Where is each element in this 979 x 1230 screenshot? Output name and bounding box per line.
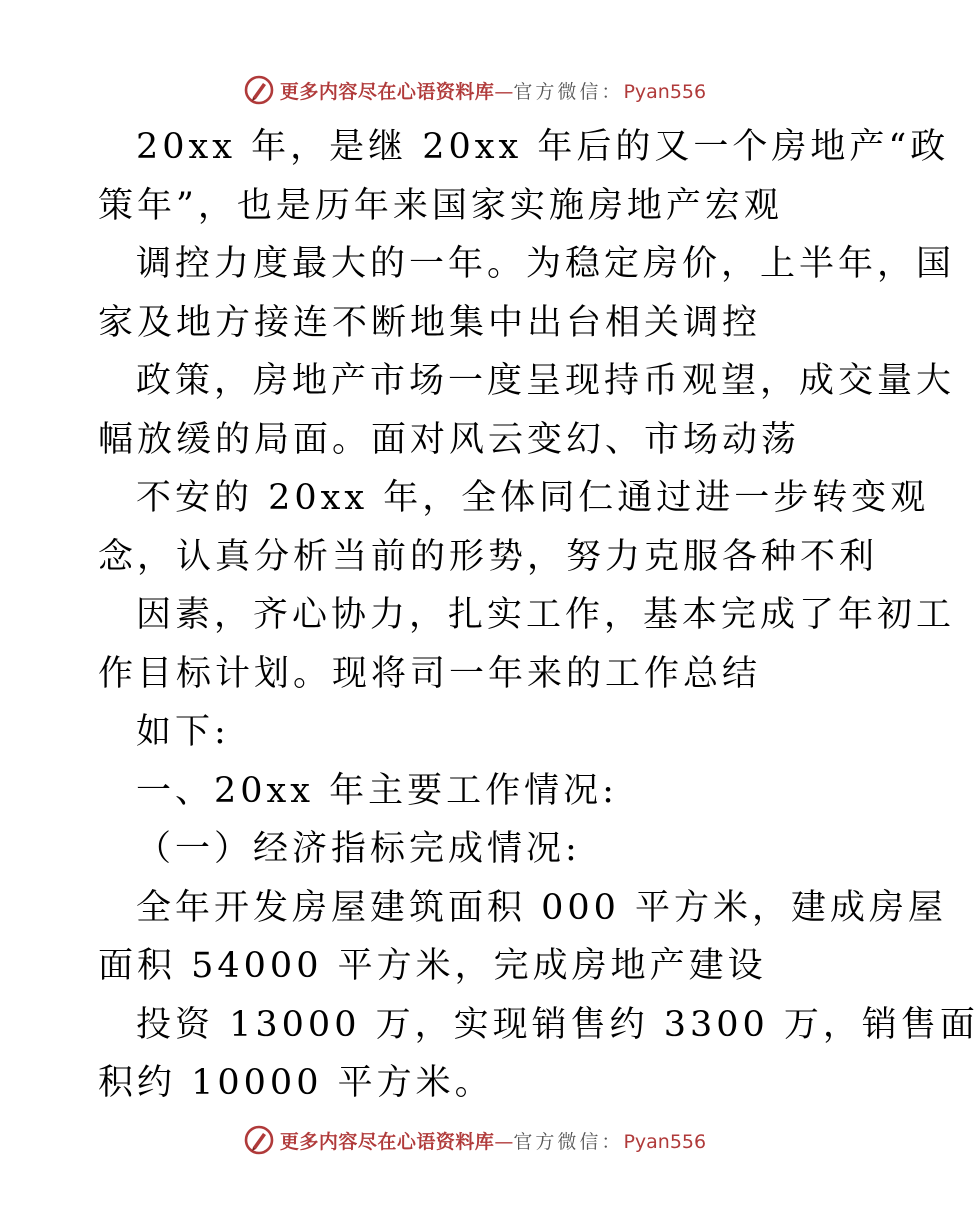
body-line: 因素，齐心协力，扎实工作，基本完成了年初工 bbox=[136, 595, 956, 635]
body-line: 家及地方接连不断地集中出台相关调控 bbox=[98, 302, 762, 343]
body-line: 面积 54000 平方米，完成房地产建设 bbox=[98, 946, 767, 986]
body-line: 积约 10000 平方米。 bbox=[98, 1063, 494, 1103]
body-line: 作目标计划。现将司一年来的工作总结 bbox=[98, 653, 762, 694]
body-line: 20xx 年，是继 20xx 年后的又一个房地产“政 bbox=[136, 127, 950, 167]
body-line: 念，认真分析当前的形势，努力克服各种不利 bbox=[98, 536, 879, 577]
header-brand-text: 更多内容尽在心语资料库 bbox=[279, 80, 495, 103]
footer-wechat-label: 官方微信： bbox=[513, 1130, 624, 1153]
subsection-heading: （一）经济指标完成情况: bbox=[136, 829, 581, 869]
header-wechat-id: Pyan556 bbox=[623, 80, 707, 103]
pen-logo-icon bbox=[244, 1125, 274, 1155]
header-banner-text bbox=[280, 77, 706, 104]
section-heading: 一、20xx 年主要工作情况: bbox=[136, 770, 618, 811]
footer-brand-text: 更多内容尽在心语资料库 bbox=[279, 1130, 495, 1153]
body-line: 不安的 20xx 年，全体同仁通过进一步转变观 bbox=[136, 478, 930, 518]
body-line: 投资 13000 万，实现销售约 3300 万，销售面 bbox=[136, 1004, 979, 1045]
body-line: 幅放缓的局面。面对风云变幻、市场动荡 bbox=[98, 419, 801, 460]
header-dash: — bbox=[494, 80, 514, 103]
footer-banner-text bbox=[280, 1127, 706, 1154]
body-line: 如下: bbox=[136, 712, 230, 752]
footer-wechat-id: Pyan556 bbox=[623, 1130, 707, 1153]
footer-dash: — bbox=[494, 1130, 514, 1153]
body-line: 政策，房地产市场一度呈现持币观望，成交量大 bbox=[136, 361, 956, 401]
pen-logo-icon bbox=[244, 75, 274, 105]
document-body bbox=[98, 118, 979, 1113]
header-banner bbox=[0, 70, 950, 110]
footer-banner bbox=[0, 1120, 950, 1160]
body-line: 策年”，也是历年来国家实施房地产宏观 bbox=[98, 185, 783, 226]
body-line: 调控力度最大的一年。为稳定房价，上半年，国 bbox=[136, 244, 956, 284]
body-line: 全年开发房屋建筑面积 000 平方米，建成房屋 bbox=[136, 887, 948, 928]
header-wechat-label: 官方微信： bbox=[513, 80, 624, 103]
